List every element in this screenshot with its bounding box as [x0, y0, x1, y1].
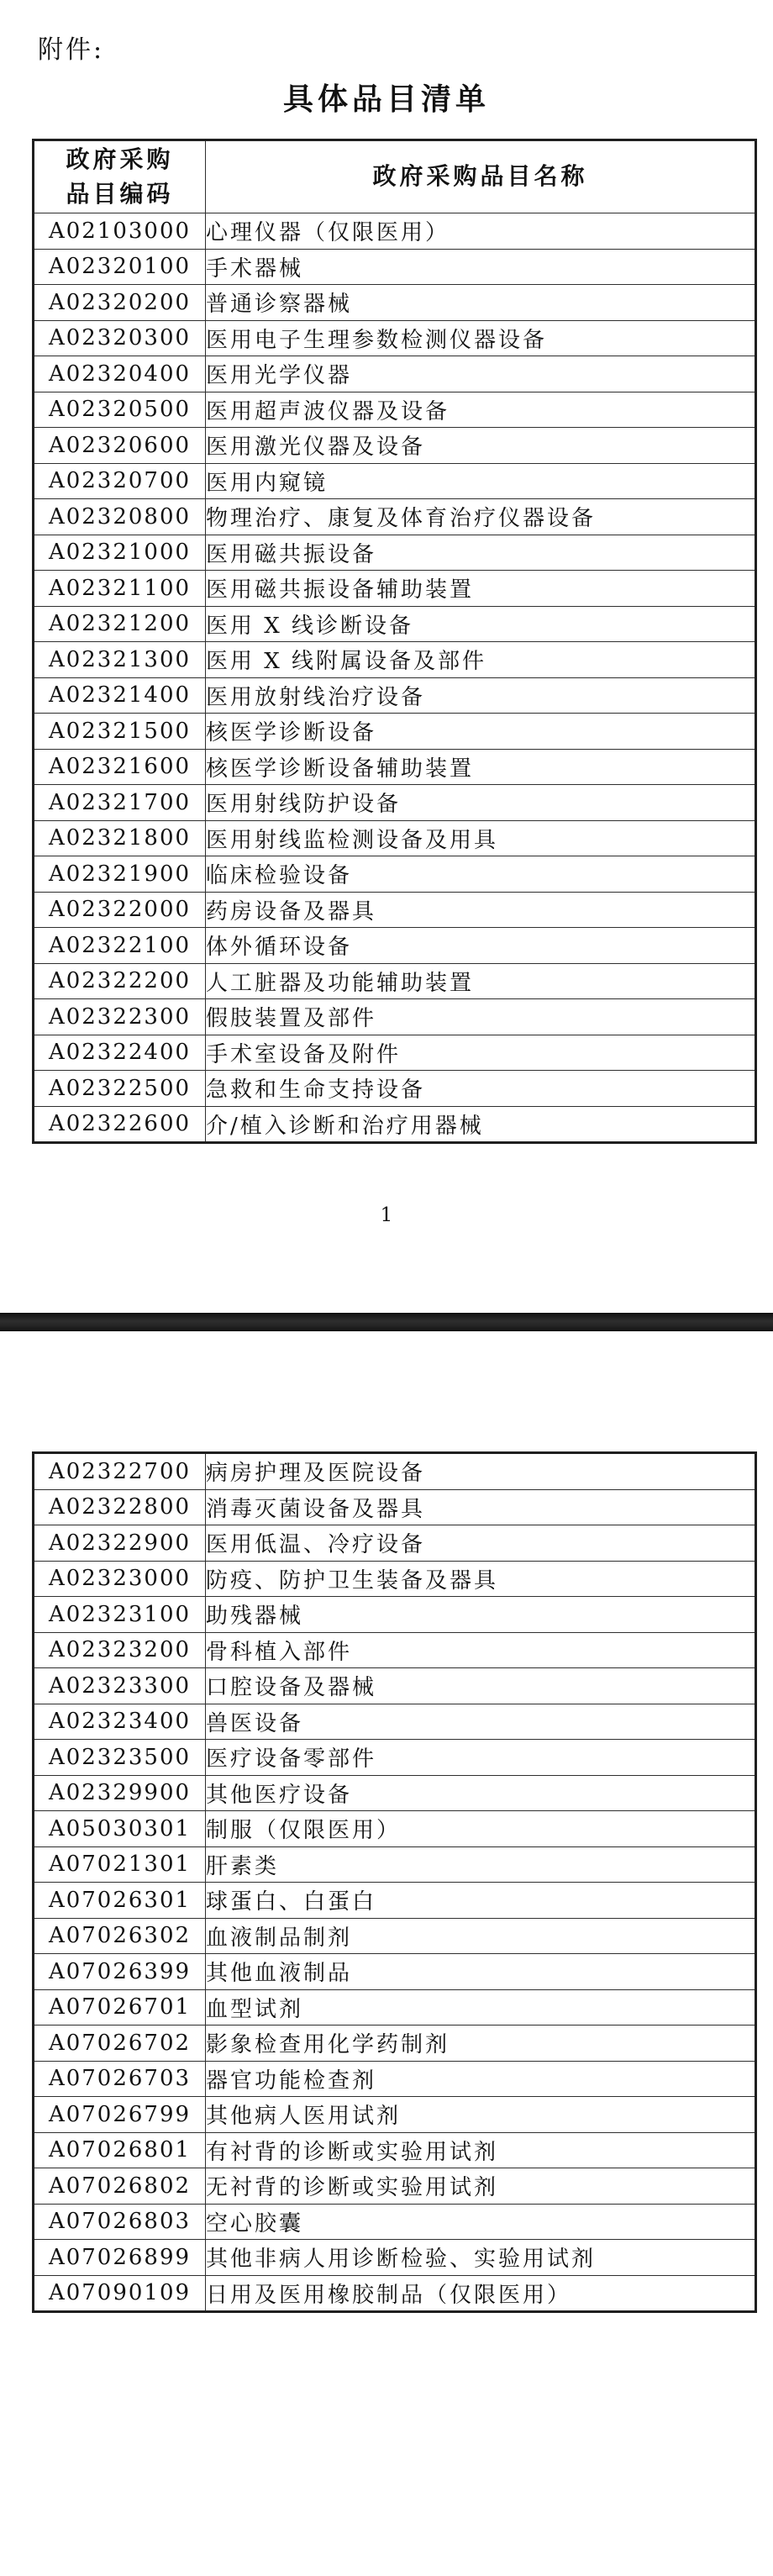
table-row: [34, 928, 756, 964]
item-code-cell: A02323400: [34, 1704, 206, 1740]
table-row: [34, 1740, 756, 1776]
table-row: [34, 1775, 756, 1811]
item-name-cell: 人工脏器及功能辅助装置: [206, 963, 756, 999]
item-name-cell: 口腔设备及器械: [206, 1668, 756, 1704]
table-row: [34, 1811, 756, 1847]
item-code-cell: A02322900: [34, 1525, 206, 1562]
item-code-cell: A02321400: [34, 677, 206, 714]
item-name-cell: 医用电子生理参数检测仪器设备: [206, 320, 756, 356]
page-title: 具体品目清单: [282, 82, 490, 117]
table-row: [34, 285, 756, 321]
attachment-label: 附件:: [38, 35, 105, 65]
table-row: [34, 571, 756, 607]
table-row: [34, 677, 756, 714]
item-code-cell: A07026802: [34, 2168, 206, 2205]
item-name-cell: 药房设备及器具: [206, 892, 756, 928]
item-name-cell: 防疫、防护卫生装备及器具: [206, 1561, 756, 1597]
table-row: [34, 1918, 756, 1954]
table-row: [34, 1035, 756, 1071]
item-name-cell: 体外循环设备: [206, 928, 756, 964]
item-code-cell: A02329900: [34, 1775, 206, 1811]
table-row: [34, 2275, 756, 2312]
table-row: [34, 463, 756, 499]
table-row: [34, 785, 756, 821]
item-code-cell: A07026899: [34, 2240, 206, 2276]
item-name-cell: 血型试剂: [206, 1989, 756, 2026]
item-name-cell: 医用内窥镜: [206, 463, 756, 499]
table-row: [34, 642, 756, 678]
table-row: [34, 2240, 756, 2276]
item-name-cell: 日用及医用橡胶制品（仅限医用）: [206, 2275, 756, 2312]
item-name-cell: 医疗设备零部件: [206, 1740, 756, 1776]
item-code-cell: A07026301: [34, 1883, 206, 1919]
item-name-cell: 有衬背的诊断或实验用试剂: [206, 2132, 756, 2168]
table-row: [34, 2168, 756, 2205]
item-code-cell: A02320800: [34, 499, 206, 535]
item-name-cell: 医用射线防护设备: [206, 785, 756, 821]
column-header-name: 政府采购品目名称: [206, 140, 756, 213]
column-header-code-line2: 品目编码: [66, 179, 174, 208]
table-row: [34, 1561, 756, 1597]
item-name-cell: 医用超声波仪器及设备: [206, 392, 756, 428]
table-row: [34, 392, 756, 428]
table-row: [34, 856, 756, 893]
item-code-cell: A02321800: [34, 820, 206, 856]
table-row: [34, 1883, 756, 1919]
table-row: [34, 213, 756, 250]
item-code-cell: A07021301: [34, 1846, 206, 1883]
table-row: [34, 999, 756, 1035]
table-row: [34, 1489, 756, 1525]
item-name-cell: 医用磁共振设备: [206, 535, 756, 571]
item-name-cell: 其他血液制品: [206, 1954, 756, 1990]
table-row: [34, 1525, 756, 1562]
item-code-cell: A07026302: [34, 1918, 206, 1954]
table-row: [34, 2204, 756, 2240]
item-code-cell: A02323000: [34, 1561, 206, 1597]
item-code-cell: A07026799: [34, 2097, 206, 2133]
table-row: [34, 1632, 756, 1668]
item-code-cell: A02321100: [34, 571, 206, 607]
item-code-cell: A02322800: [34, 1489, 206, 1525]
table-row: [34, 1668, 756, 1704]
item-code-cell: A02323500: [34, 1740, 206, 1776]
item-name-cell: 急救和生命支持设备: [206, 1071, 756, 1107]
item-name-cell: 普通诊察器械: [206, 285, 756, 321]
table-row: [34, 892, 756, 928]
item-code-cell: A02320300: [34, 320, 206, 356]
item-name-cell: 医用射线监检测设备及用具: [206, 820, 756, 856]
item-name-cell: 心理仪器（仅限医用）: [206, 213, 756, 250]
item-name-cell: 其他病人医用试剂: [206, 2097, 756, 2133]
table-row: [34, 1846, 756, 1883]
table-row: [34, 320, 756, 356]
page-separator-bar: [0, 1313, 773, 1331]
item-code-cell: A02322300: [34, 999, 206, 1035]
item-name-cell: 医用低温、冷疗设备: [206, 1525, 756, 1562]
item-name-cell: 医用光学仪器: [206, 356, 756, 392]
column-header-code: [34, 140, 206, 213]
item-code-cell: A02321600: [34, 749, 206, 785]
item-code-cell: A02320600: [34, 428, 206, 464]
item-name-cell: 球蛋白、白蛋白: [206, 1883, 756, 1919]
table-row: [34, 249, 756, 285]
table-row: [34, 2026, 756, 2062]
item-code-cell: A02322700: [34, 1453, 206, 1490]
item-code-cell: A02320700: [34, 463, 206, 499]
item-name-cell: 病房护理及医院设备: [206, 1453, 756, 1490]
item-name-cell: 消毒灭菌设备及器具: [206, 1489, 756, 1525]
item-name-cell: 医用 X 线附属设备及部件: [206, 642, 756, 678]
item-name-cell: 核医学诊断设备辅助装置: [206, 749, 756, 785]
item-code-cell: A02322400: [34, 1035, 206, 1071]
item-name-cell: 医用放射线治疗设备: [206, 677, 756, 714]
item-code-cell: A02323100: [34, 1597, 206, 1633]
item-code-cell: A02321300: [34, 642, 206, 678]
item-code-cell: A07026702: [34, 2026, 206, 2062]
item-code-cell: A07026803: [34, 2204, 206, 2240]
item-code-cell: A02320400: [34, 356, 206, 392]
item-name-cell: 介/植入诊断和治疗用器械: [206, 1106, 756, 1143]
item-name-cell: 空心胶囊: [206, 2204, 756, 2240]
item-code-cell: A07026399: [34, 1954, 206, 1990]
item-code-cell: A07026703: [34, 2061, 206, 2097]
item-code-cell: A02322200: [34, 963, 206, 999]
item-code-cell: A02321700: [34, 785, 206, 821]
table-row: [34, 535, 756, 571]
table-row: [34, 1453, 756, 1490]
item-code-cell: A02320100: [34, 249, 206, 285]
item-code-cell: A02322500: [34, 1071, 206, 1107]
item-name-cell: 制服（仅限医用）: [206, 1811, 756, 1847]
item-code-cell: A02321200: [34, 606, 206, 642]
table-row: [34, 428, 756, 464]
table-row: [34, 1954, 756, 1990]
item-code-cell: A02321500: [34, 714, 206, 750]
item-name-cell: 影象检查用化学药制剂: [206, 2026, 756, 2062]
item-code-cell: A05030301: [34, 1811, 206, 1847]
item-code-cell: A02320200: [34, 285, 206, 321]
item-name-cell: 假肢装置及部件: [206, 999, 756, 1035]
item-name-cell: 医用磁共振设备辅助装置: [206, 571, 756, 607]
item-code-cell: A02320500: [34, 392, 206, 428]
table-row: [34, 1989, 756, 2026]
item-name-cell: 医用激光仪器及设备: [206, 428, 756, 464]
item-name-cell: 助残器械: [206, 1597, 756, 1633]
table-row: [34, 714, 756, 750]
page-number: 1: [380, 1204, 393, 1226]
item-code-cell: A02322000: [34, 892, 206, 928]
item-name-cell: 医用 X 线诊断设备: [206, 606, 756, 642]
item-code-cell: A02321900: [34, 856, 206, 893]
item-name-cell: 核医学诊断设备: [206, 714, 756, 750]
table-row: [34, 1597, 756, 1633]
table-row: [34, 2061, 756, 2097]
item-name-cell: 无衬背的诊断或实验用试剂: [206, 2168, 756, 2205]
procurement-items-table-page2: [32, 1451, 757, 2313]
table-row: [34, 499, 756, 535]
procurement-items-table-page1: [32, 139, 757, 1144]
table-row: [34, 1704, 756, 1740]
item-code-cell: A02103000: [34, 213, 206, 250]
table-row: [34, 1106, 756, 1143]
item-name-cell: 血液制品制剂: [206, 1918, 756, 1954]
table-row: [34, 356, 756, 392]
table-row: [34, 963, 756, 999]
item-name-cell: 其他医疗设备: [206, 1775, 756, 1811]
table-row: [34, 2132, 756, 2168]
item-name-cell: 手术器械: [206, 249, 756, 285]
item-name-cell: 骨科植入部件: [206, 1632, 756, 1668]
table-header-row: [34, 140, 756, 213]
table-row: [34, 820, 756, 856]
item-code-cell: A02323200: [34, 1632, 206, 1668]
item-name-cell: 肝素类: [206, 1846, 756, 1883]
item-code-cell: A02321000: [34, 535, 206, 571]
table-body-page2: [34, 1453, 756, 2312]
column-header-code-line1: 政府采购: [66, 145, 174, 173]
item-code-cell: A02322100: [34, 928, 206, 964]
item-name-cell: 器官功能检查剂: [206, 2061, 756, 2097]
item-code-cell: A02322600: [34, 1106, 206, 1143]
item-code-cell: A02323300: [34, 1668, 206, 1704]
item-code-cell: A07026801: [34, 2132, 206, 2168]
table-row: [34, 749, 756, 785]
item-code-cell: A07090109: [34, 2275, 206, 2312]
item-name-cell: 其他非病人用诊断检验、实验用试剂: [206, 2240, 756, 2276]
item-name-cell: 兽医设备: [206, 1704, 756, 1740]
item-name-cell: 手术室设备及附件: [206, 1035, 756, 1071]
item-name-cell: 物理治疗、康复及体育治疗仪器设备: [206, 499, 756, 535]
table-row: [34, 606, 756, 642]
table-row: [34, 1071, 756, 1107]
item-name-cell: 临床检验设备: [206, 856, 756, 893]
table-body-page1: [34, 213, 756, 1143]
item-code-cell: A07026701: [34, 1989, 206, 2026]
table-row: [34, 2097, 756, 2133]
